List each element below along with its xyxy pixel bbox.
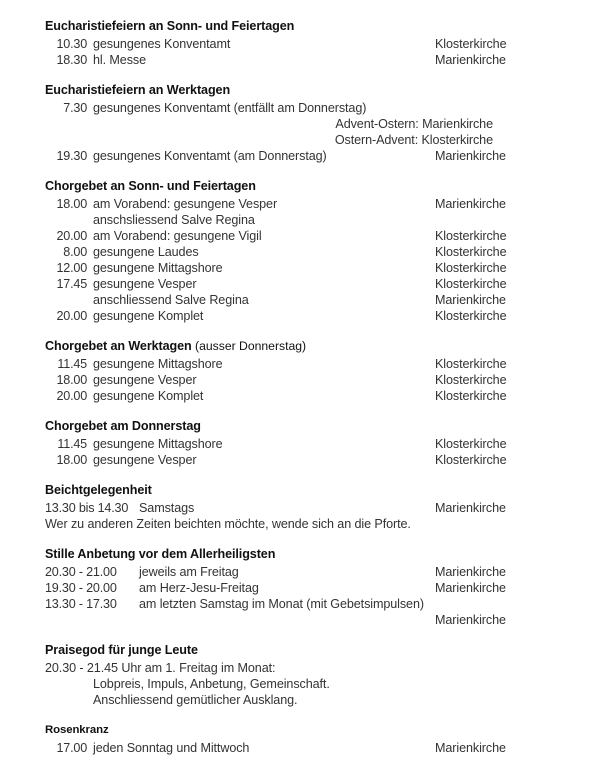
section-heading-text: Rosenkranz [45,724,109,736]
row-location: Klosterkirche [435,309,507,323]
section-heading [45,642,555,658]
row-description: anschsliessend Salve Regina [93,213,255,227]
schedule-row [45,356,555,372]
row-location: Marienkirche [435,293,506,307]
section-heading-text: Chorgebet an Sonn- und Feiertagen [45,179,256,193]
section-heading-suffix: (ausser Donnerstag) [191,339,307,353]
section-heading [45,82,555,98]
section-heading-text: Chorgebet am Donnerstag [45,419,201,433]
row-time: 10.30 [56,37,87,51]
schedule-row [45,100,555,116]
row-description: gesungene Laudes [93,245,199,259]
row-time: 13.30 bis 14.30 [45,501,129,515]
row-location: Klosterkirche [435,245,507,259]
row-description: am Vorabend: gesungene Vesper [93,197,278,211]
row-time: 8.00 [63,245,87,259]
row-location: Klosterkirche [435,373,507,387]
row-description: gesungenes Konventamt (am Donnerstag) [93,149,327,163]
row-description: am Herz-Jesu-Freitag [139,581,259,595]
section-eucharistiefeiern-werktage [45,82,555,164]
row-location: Klosterkirche [435,261,507,275]
section-heading [45,418,555,434]
schedule-row [45,308,555,324]
row-description: jeweils am Freitag [139,565,239,579]
section-note: 20.30 - 21.45 Uhr am 1. Freitag im Monat: [45,661,276,675]
schedule-row [45,372,555,388]
row-description: am letzten Samstag im Monat (mit Gebetsimpulsen) [139,597,424,611]
schedule-row [45,596,555,612]
row-time: 11.45 [57,357,87,371]
row-time: 20.30 - 21.00 [45,565,117,579]
row-time: 18.30 [56,53,87,67]
schedule-row [45,436,555,452]
section-chorgebet-donnerstag [45,418,555,468]
section-heading [45,338,555,354]
row-description: gesungenes Konventamt (entfällt am Donnerstag) [93,101,367,115]
section-stille-anbetung [45,546,555,628]
schedule-row [45,580,555,596]
row-time: 11.45 [57,437,87,451]
section-eucharistiefeiern-sonn-feiertage [45,18,555,68]
schedule-row [45,148,555,164]
row-description: jeden Sonntag und Mittwoch [93,741,250,755]
row-description: Samstags [139,501,195,515]
section-heading-text: Chorgebet an Werktagen [45,339,192,353]
seasonal-note: Ostern-Advent: Klosterkirche [334,133,493,147]
row-location: Marienkirche [435,741,506,755]
section-heading [45,178,555,194]
section-body-line: Anschliessend gemütlicher Ausklang. [93,693,298,707]
section-heading [45,546,555,562]
row-location: Marienkirche [435,197,506,211]
row-location: Klosterkirche [435,37,507,51]
schedule-row [45,276,555,292]
schedule-row [45,388,555,404]
row-time: 19.30 [56,149,87,163]
section-beichtgelegenheit [45,482,555,532]
trailing-location-line [93,612,555,628]
schedule-row [45,452,555,468]
section-heading-text: Eucharistiefeiern an Werktagen [45,83,231,97]
row-description: gesungene Komplet [93,309,204,323]
section-praisegod [45,642,555,708]
row-description: anschliessend Salve Regina [93,293,249,307]
row-time: 19.30 - 20.00 [45,581,117,595]
row-time: 20.00 [56,309,87,323]
section-chorgebet-werktage [45,338,555,404]
row-description: gesungene Mittagshore [93,437,223,451]
row-description: gesungene Komplet [93,389,204,403]
section-body-line: Lobpreis, Impuls, Anbetung, Gemeinschaft. [93,677,330,691]
row-time: 17.00 [56,741,87,755]
schedule-row [45,564,555,580]
section-chorgebet-sonn-feiertage [45,178,555,324]
row-location: Klosterkirche [435,277,507,291]
schedule-row [45,212,555,228]
section-heading-text: Beichtgelegenheit [45,483,152,497]
row-description: gesungene Vesper [93,277,197,291]
row-location: Klosterkirche [435,229,507,243]
row-description: gesungene Vesper [93,453,197,467]
row-time: 18.00 [56,197,87,211]
section-note: Wer zu anderen Zeiten beichten möchte, wende sich an die Pforte. [45,517,411,531]
row-location: Klosterkirche [435,357,507,371]
row-time: 20.00 [56,389,87,403]
row-description: gesungene Mittagshore [93,357,223,371]
schedule-row [45,260,555,276]
row-location: Marienkirche [435,149,506,163]
row-time: 17.45 [56,277,87,291]
schedule-row [45,740,555,756]
section-heading-text: Eucharistiefeiern an Sonn- und Feiertagen [45,19,295,33]
schedule-row [45,228,555,244]
row-description: gesungene Vesper [93,373,197,387]
row-location: Marienkirche [435,581,506,595]
schedule-row [45,500,555,516]
row-location: Marienkirche [435,613,506,627]
schedule-row [45,244,555,260]
row-time: 18.00 [56,373,87,387]
section-heading-text: Stille Anbetung vor dem Allerheiligsten [45,547,276,561]
section-heading [45,482,555,498]
section-rosenkranz [45,722,555,756]
row-time: 13.30 - 17.30 [45,597,117,611]
row-location: Klosterkirche [435,437,507,451]
row-description: gesungenes Konventamt [93,37,231,51]
section-heading [45,722,555,738]
schedule-row [45,196,555,212]
schedule-row [45,292,555,308]
row-location: Klosterkirche [435,389,507,403]
row-time: 20.00 [56,229,87,243]
section-heading-text: Praisegod für junge Leute [45,643,198,657]
row-time: 7.30 [63,101,87,115]
schedule-row [45,36,555,52]
row-description: am Vorabend: gesungene Vigil [93,229,262,243]
row-time: 18.00 [56,453,87,467]
row-location: Marienkirche [435,501,506,515]
schedule-row [45,52,555,68]
row-description: gesungene Mittagshore [93,261,223,275]
row-description: hl. Messe [93,53,146,67]
seasonal-note: Advent-Ostern: Marienkirche [335,117,493,131]
row-location: Klosterkirche [435,453,507,467]
row-location: Marienkirche [435,565,506,579]
section-heading [45,18,555,34]
schedule-content [45,18,555,770]
row-location: Marienkirche [435,53,506,67]
spacer [93,612,435,628]
row-time: 12.00 [56,261,87,275]
